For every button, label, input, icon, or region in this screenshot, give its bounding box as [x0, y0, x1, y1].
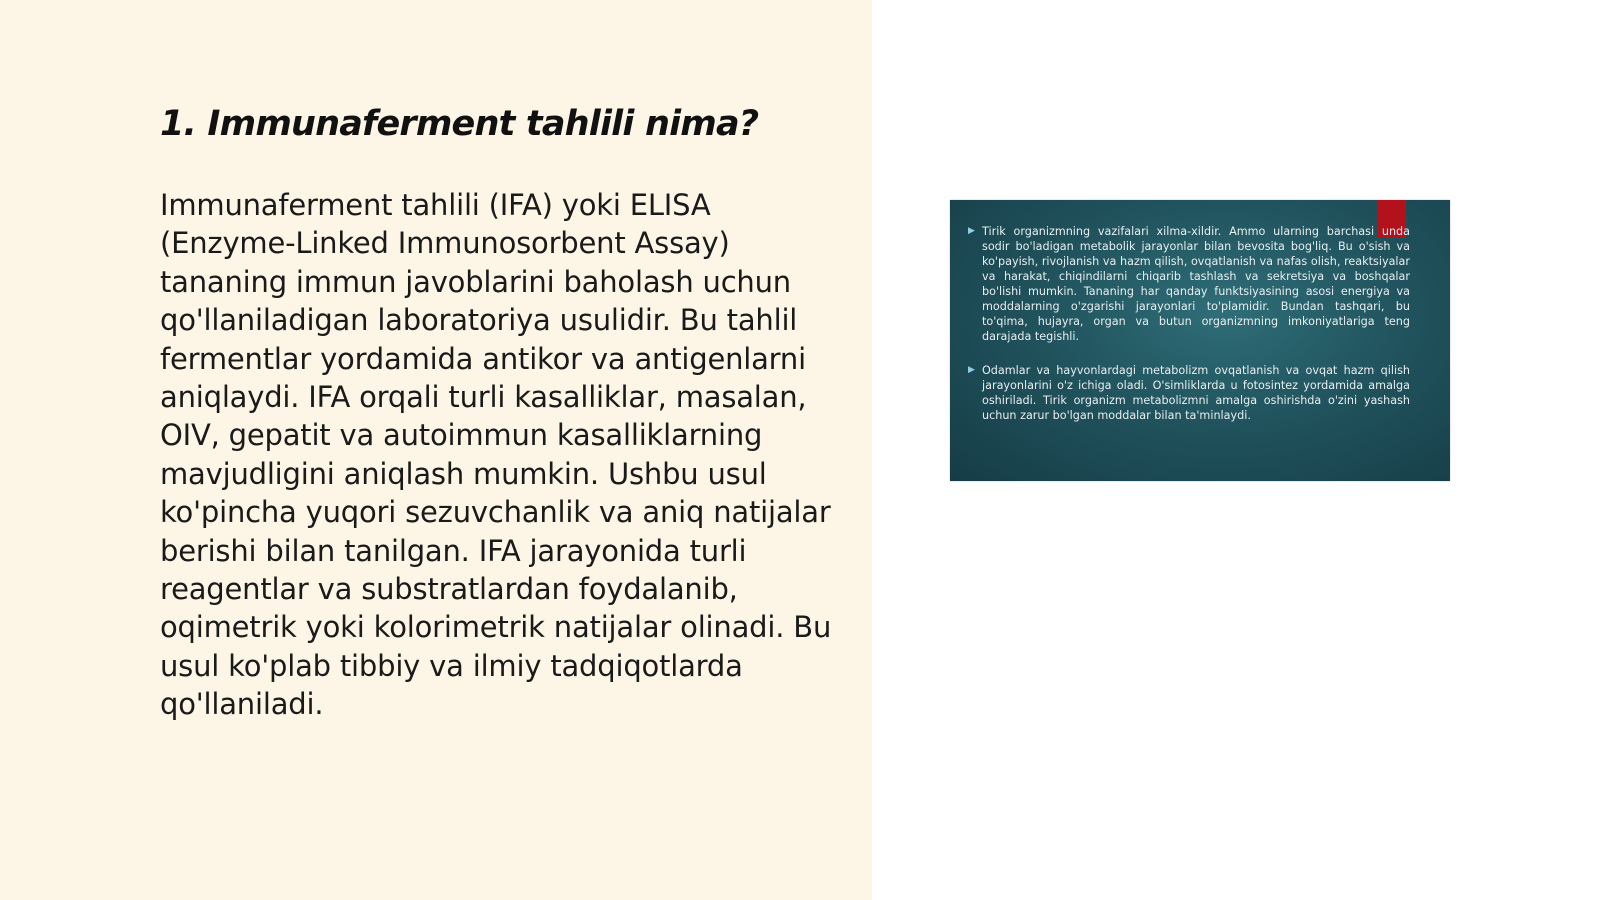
slide-title: 1. Immunaferment tahlili nima? — [160, 104, 759, 144]
triangle-right-icon: ▶ — [968, 226, 975, 236]
thumbnail-bullet-text: Tirik organizmning vazifalari xilma-xildir. Ammo ularning barchasi unda sodir bo'ladigan metabolik jarayonlar bilan bevosita bog'liq. Bu o'sish va ko'payish, rivojlanish va hazm qilish, ovqatlanish va nafas olish, reaktsiyalar va harakat, chiqindilarni chiqarib tashlash va sekretsiya va boshqalar bo'lishi mumkin. Tananing har qanday funktsiyasining asosi energiya va moddalarning o'zgarishi jarayonlari to'plamidir. Bundan tashqari, bu to'qima, hujayra, organ va butun organizmning imkoniyatlariga teng darajada tegishli. — [982, 225, 1410, 343]
thumbnail-bullet-item — [968, 224, 1410, 344]
thumbnail-bullet-item — [968, 363, 1410, 423]
thumbnail-bullet-text: Odamlar va hayvonlardagi metabolizm ovqatlanish va ovqat hazm qilish jarayonlarini o'z ichiga oladi. O'simliklarda u fotosintez yordamida amalga oshiriladi. Tirik organizm metabolizmni amalga oshirishda o'zini yashash uchun zarur bo'lgan moddalar bilan ta'minlaydi. — [982, 364, 1410, 422]
slide-body-text: Immunaferment tahlili (IFA) yoki ELISA (Enzyme-Linked Immunosorbent Assay) tananing immun javoblarini baholash uchun qo'llaniladigan laboratoriya usulidir. Bu tahlil fermentlar yordamida antikor va antigenlarni aniqlaydi. IFA orqali turli kasalliklar, masalan, OIV, gepatit va autoimmun kasalliklarning mavjudligini aniqlash mumkin. Ushbu usul ko'pincha yuqori sezuvchanlik va aniq natijalar berishi bilan tanilgan. IFA jarayonida turli reagentlar va substratlardan foydalanib, oqimetrik yoki kolorimetrik natijalar olinadi. Bu usul ko'plab tibbiy va ilmiy tadqiqotlarda qo'llaniladi. — [160, 188, 832, 722]
thumbnail-bullet-list — [968, 224, 1410, 442]
slide-thumbnail-image — [950, 200, 1450, 481]
triangle-right-icon: ▶ — [968, 365, 975, 375]
